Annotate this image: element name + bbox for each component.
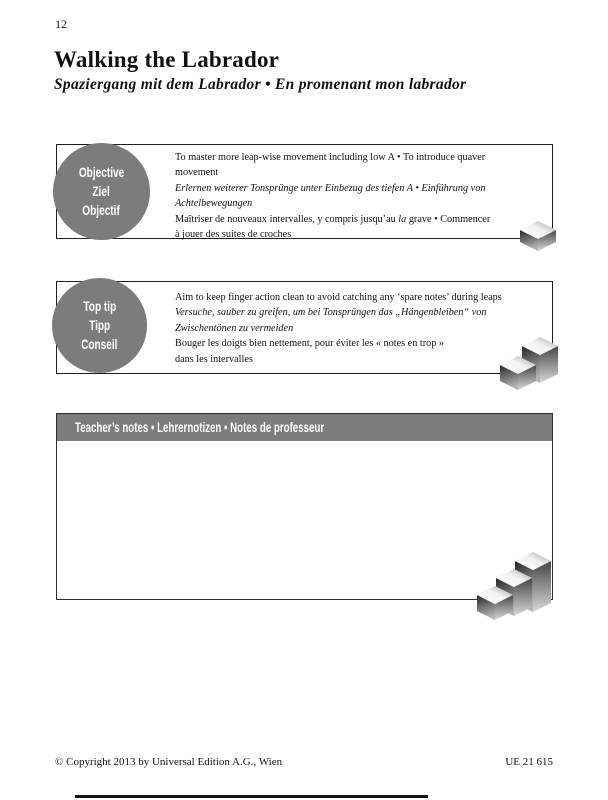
teacher-notes-header-label: Teacher’s notes • Lehrernotizen • Notes de professeur xyxy=(75,420,325,435)
box-text-line: Aim to keep finger action clean to avoid catching any ‘spare notes’ during leaps xyxy=(175,291,502,303)
objective-badge xyxy=(53,143,150,240)
box-text-line: Versuche, sauber zu greifen, um bei Tonsprüngen das „Hängenbleiben“ von xyxy=(175,306,487,319)
box-text-line: Maîtriser de nouveaux intervalles, y compris jusqu’au la grave • Commencer xyxy=(175,212,491,225)
page-number: 12 xyxy=(55,17,67,31)
page-title: Walking the Labrador xyxy=(54,47,280,72)
box-text-line: movement xyxy=(175,166,219,179)
box-text-line: Zwischentönen zu vermeiden xyxy=(175,321,294,334)
page-subtitle: Spaziergang mit dem Labrador • En promenant mon labrador xyxy=(54,76,467,93)
badge-label-de: Ziel xyxy=(92,183,111,199)
badge-label-en: Top tip xyxy=(83,298,116,314)
catalog-number: UE 21 615 xyxy=(505,756,553,768)
steps-1-icon xyxy=(518,219,558,253)
badge-label-en: Objective xyxy=(78,164,125,180)
bottom-scan-line xyxy=(75,795,428,798)
box-text-line: Bouger les doigts bien nettement, pour éviter les « notes en trop » xyxy=(175,337,445,350)
objective-text xyxy=(175,150,514,242)
top-tip-box xyxy=(56,281,553,374)
box-text-line: dans les intervalles xyxy=(175,352,253,365)
objective-box xyxy=(56,144,553,239)
copyright-text: © Copyright 2013 by Universal Edition A.G., Wien xyxy=(55,756,283,768)
badge-label-fr: Objectif xyxy=(82,202,121,218)
top-tip-text xyxy=(175,290,526,367)
badge-label-de: Tipp xyxy=(88,317,111,333)
box-text-line: To master more leap-wise movement including low A • To introduce quaver xyxy=(175,151,486,163)
box-text-line: à jouer des suites de croches xyxy=(175,228,292,241)
teacher-notes-header xyxy=(57,414,552,441)
box-text-line: Achtelbewegungen xyxy=(175,197,253,210)
badge-label-fr: Conseil xyxy=(81,336,118,352)
box-text-line: Erlernen weiterer Tonsprünge unter Einbezug des tiefen A • Einführung von xyxy=(175,181,486,194)
steps-2-icon xyxy=(499,335,563,393)
steps-3-icon xyxy=(476,550,556,622)
footer xyxy=(55,756,553,768)
teacher-notes-box xyxy=(56,413,553,600)
top-tip-badge xyxy=(52,278,147,373)
